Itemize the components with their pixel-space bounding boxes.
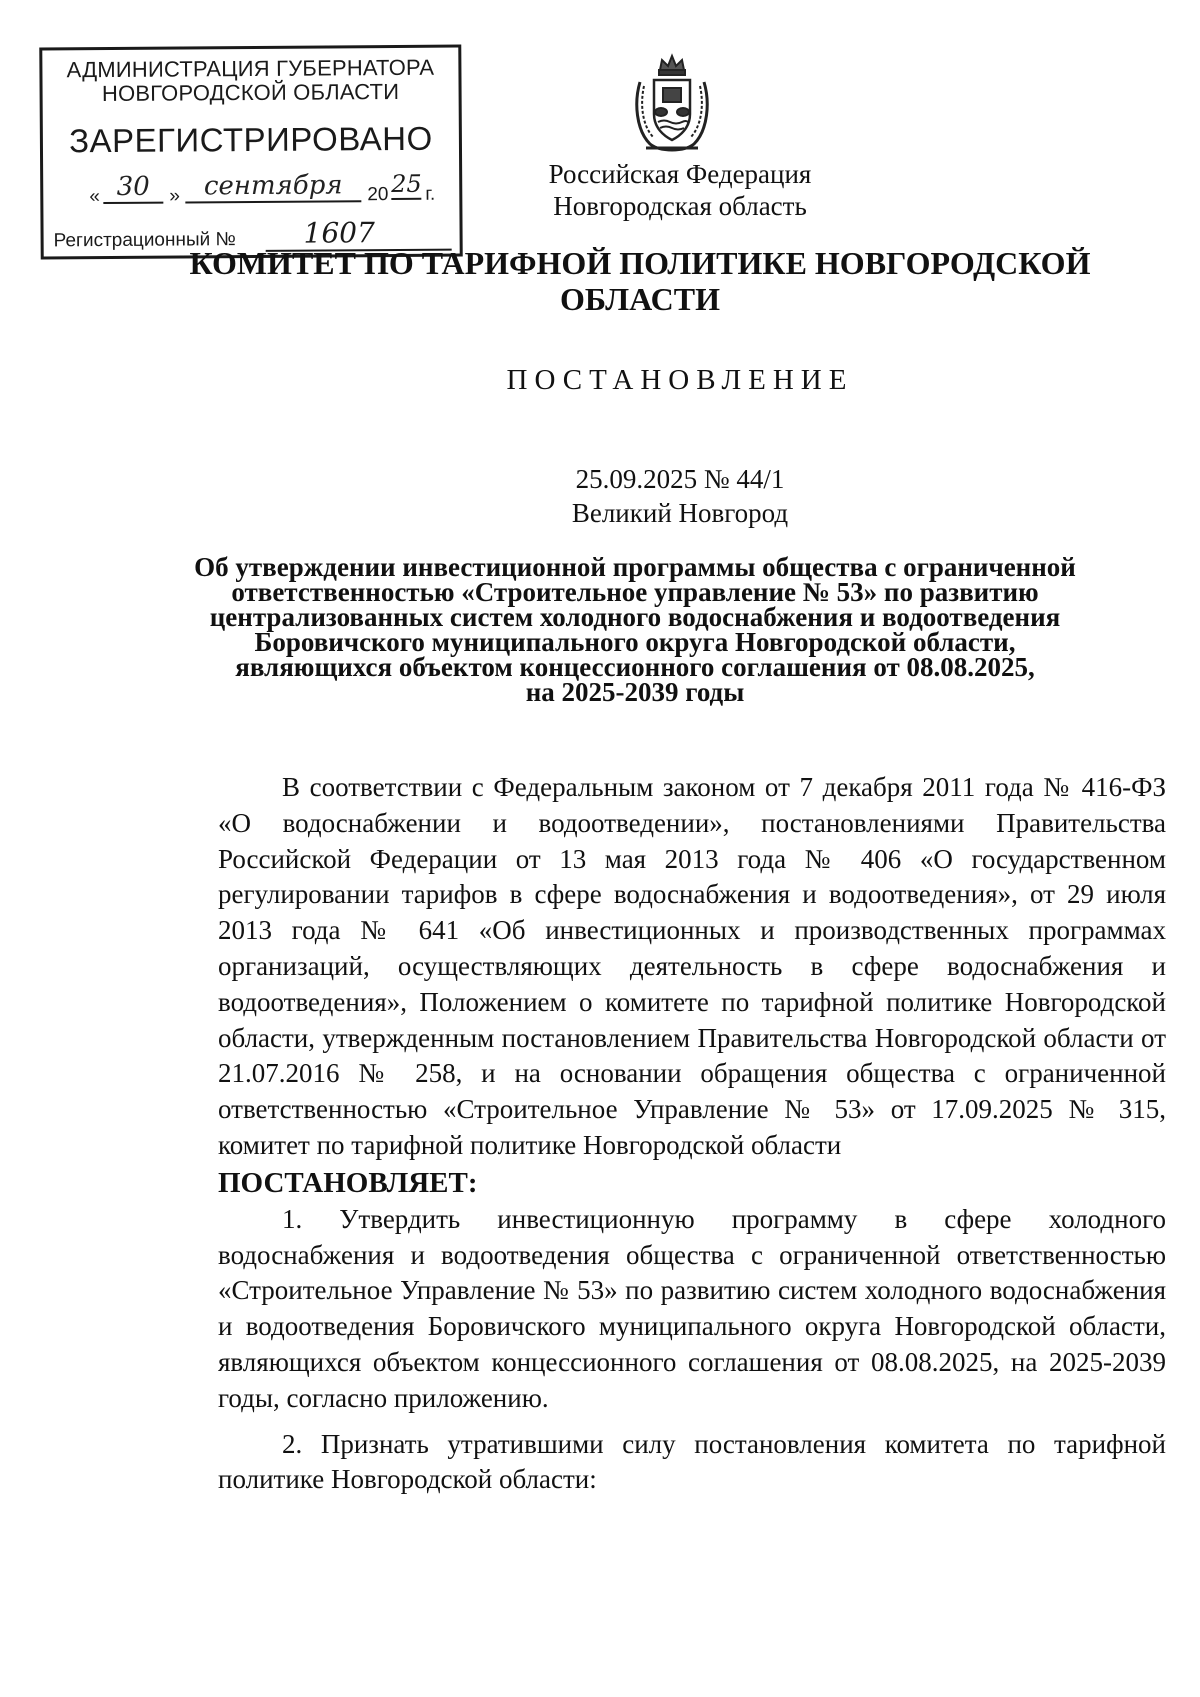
document-title-line: централизованных систем холодного водоснабжения и водоотведения [209,602,1061,632]
preamble-paragraph: В соответствии с Федеральным законом от 7 декабря 2011 года № 416-ФЗ «О водоснабжении и водоотведении», постановлениями Правительства Российской Федерации от 13 мая 2013 года № 406 «О государственном регулировании тарифов в сфере водоснабжения и водоотведения», от 29 июля 2013 года № 641 «Об инвестиционных и производственных программах организаций, осуществляющих деятельность в сфере водоснабжения и водоотведения», Положением о комитете по тарифной политике Новгородской области, утвержденным постановлением Правительства Новгородской области от 21.07.2016 № 258, и на основании обращения общества с ограниченной ответственностью «Строительное Управление № 53» от 17.09.2025 № 315, комитет по тарифной политике Новгородской области [218,772,1166,1160]
stamp-year-prefix: 20 [367,184,389,206]
country-name: Российская Федерация [548,159,812,189]
stamp-date [89,170,449,213]
document-title-line: ответственностью «Строительное управление № 53» по развитию [231,577,1039,607]
stamp-registration-label: Регистрационный № [53,229,236,252]
coat-of-arms-icon [630,52,714,156]
stamp-year-suffix: г. [425,183,436,205]
region-name: Новгородская область [553,191,807,221]
stamp-organization-line1: АДМИНИСТРАЦИЯ ГУБЕРНАТОРА [66,54,435,83]
item-1-paragraph: 1. Утвердить инвестиционную программу в сфере холодного водоснабжения и водоотведения общества с ограниченной ответственностью «Строительное Управление № 53» по развитию систем холодного водоснабжения и водоотведения Боровичского муниципального округа Новгородской области, являющихся объектом концессионного соглашения от 08.08.2025, на 2025-2039 годы, согласно приложению. [218,1203,1166,1413]
stamp-registered-label: ЗАРЕГИСТРИРОВАНО [69,119,433,160]
document-city: Великий Новгород [571,498,789,528]
item-2-paragraph: 2. Признать утратившими силу постановления комитета по тарифной политике Новгородской области: [218,1428,1166,1495]
document-title-line: на 2025-2039 годы [525,677,745,707]
document-title-line: являющихся объектом концессионного соглашения от 08.08.2025, [235,652,1035,682]
document-title-line: Об утверждении инвестиционной программы общества с ограниченной [194,552,1076,582]
document-title [180,552,1090,707]
committee-title: КОМИТЕТ ПО ТАРИФНОЙ ПОЛИТИКЕ НОВГОРОДСКОЙ ОБЛАСТИ [189,245,1091,317]
stamp-quote-close: » [169,185,180,207]
stamp-quote-open: « [89,186,100,208]
document-date-number: 25.09.2025 № 44/1 [575,464,785,494]
stamp-day: 30 [103,172,163,204]
stamp-registration-value: 1607 [265,216,451,252]
stamp-year: 25 [391,169,422,199]
stamp-month: сентября [185,170,361,203]
document-body [218,770,1166,1498]
stamp-organization-line2: НОВГОРОДСКОЙ ОБЛАСТИ [101,78,400,107]
document-title-line: Боровичского муниципального округа Новгородской области, [254,627,1016,657]
decree-heading: ПОСТАНОВЛЯЕТ: [218,1166,478,1199]
registration-stamp [39,45,462,260]
document-type: ПОСТАНОВЛЕНИЕ [506,364,854,396]
